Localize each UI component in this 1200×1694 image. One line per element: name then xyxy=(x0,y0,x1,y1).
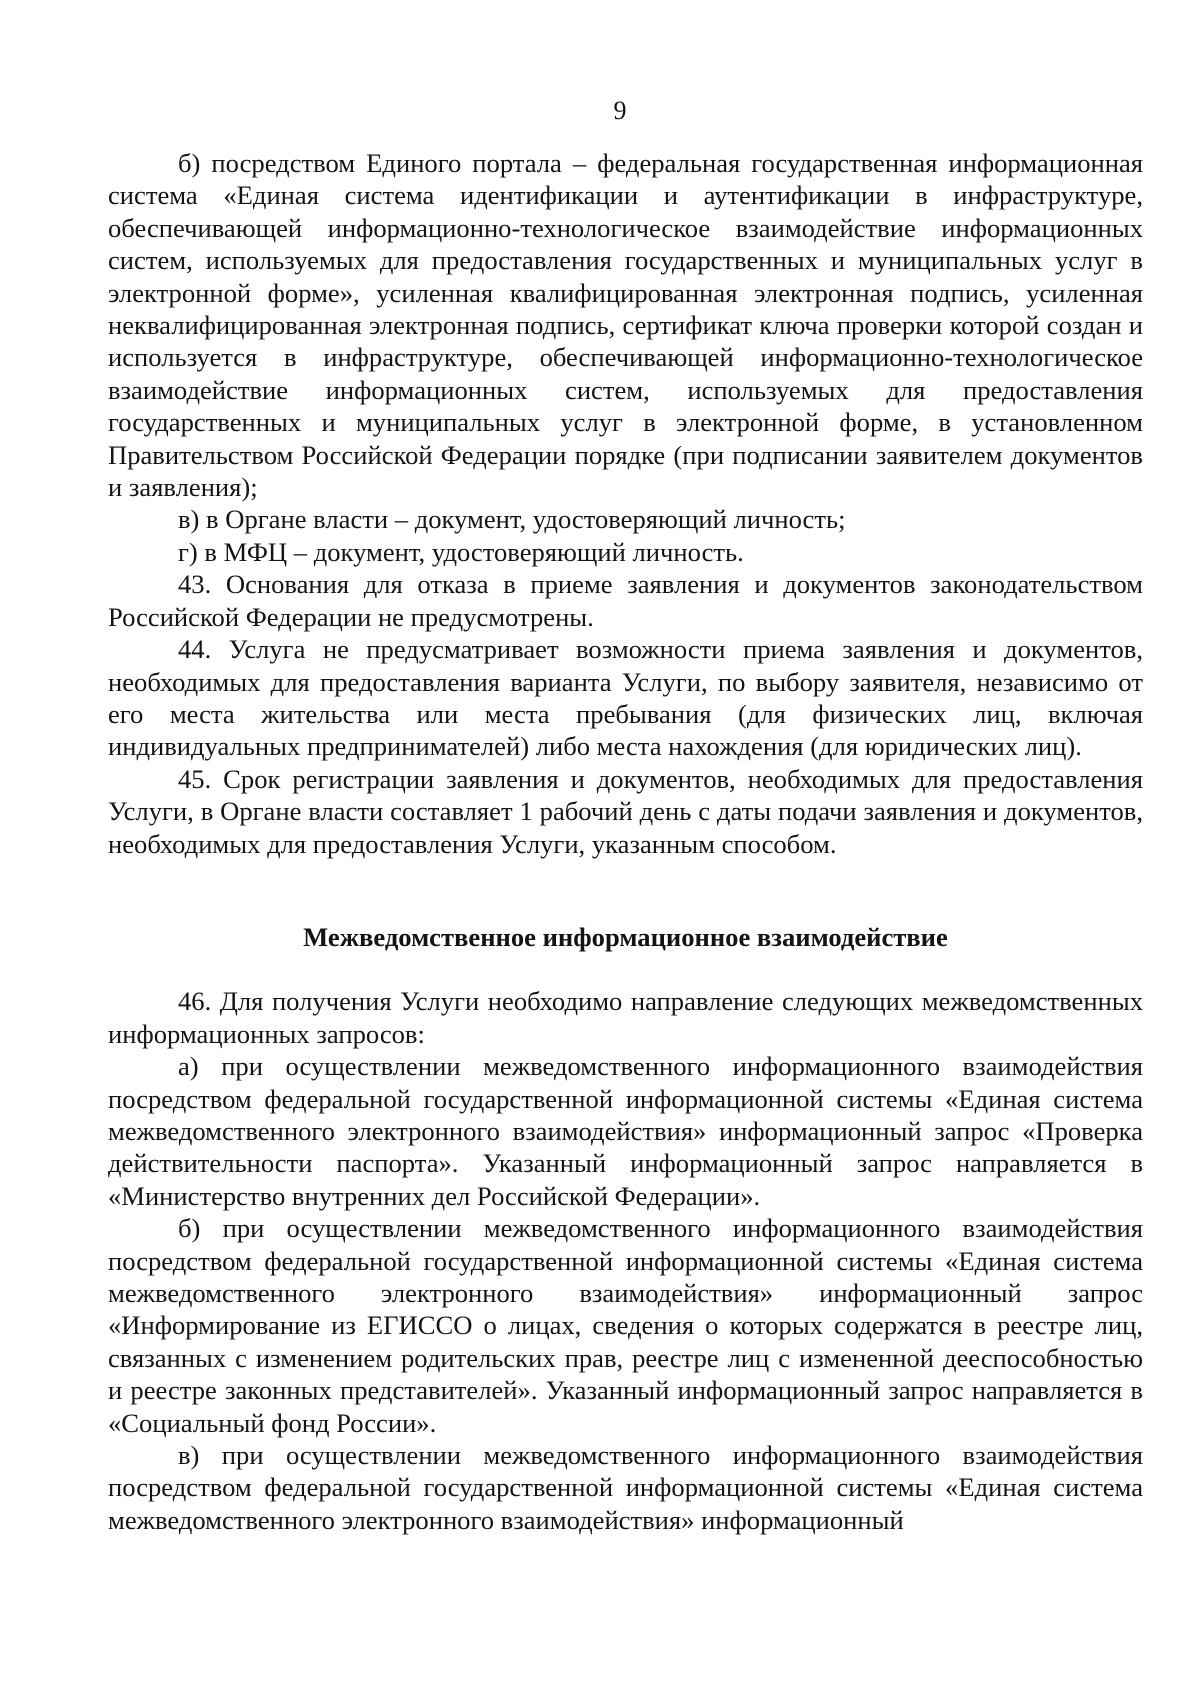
paragraph-g-mfc: г) в МФЦ – документ, удостоверяющий личность. xyxy=(178,536,744,567)
paragraph-46-v: в) при осуществлении межведомственного информационного взаимодействия посредством федеральной государственной информационной системы «Единая система межведомственного электронного взаимодействия» информационный xyxy=(108,1440,1143,1535)
document-body xyxy=(108,147,1143,1536)
paragraph-44: 44. Услуга не предусматривает возможности приема заявления и документов, необходимых для предоставления варианта Услуги, по выбору заявителя, независимо от его места жительства или места пребывания (для физических лиц, включая индивидуальных предпринимателей) либо места нахождения (для юридических лиц). xyxy=(108,634,1143,762)
paragraph-45: 45. Срок регистрации заявления и документов, необходимых для предоставления Услуги, в Органе власти составляет 1 рабочий день с даты подачи заявления и документов, необходимых для предоставления Услуги, указанным способом. xyxy=(108,763,1143,859)
section-heading: Межведомственное информационное взаимодействие xyxy=(303,921,948,952)
paragraph-43: 43. Основания для отказа в приеме заявления и документов законодательством Российской Федерации не предусмотрены. xyxy=(108,569,1143,632)
paragraph-46: 46. Для получения Услуги необходимо направление следующих межведомственных информационных запросов: xyxy=(108,986,1143,1049)
paragraph-v-authority: в) в Органе власти – документ, удостоверяющий личность; xyxy=(178,504,846,535)
paragraph-46-a: а) при осуществлении межведомственного информационного взаимодействия посредством федеральной государственной информационной системы «Единая система межведомственного электронного взаимодействия» информационный запрос «Проверка действительности паспорта». Указанный информационный запрос направляется в «Министерство внутренних дел Российской Федерации». xyxy=(108,1051,1143,1211)
paragraph-46-b: б) при осуществлении межведомственного информационного взаимодействия посредством федеральной государственной информационной системы «Единая система межведомственного электронного взаимодействия» информационный запрос «Информирование из ЕГИССО о лицах, сведения о которых содержатся в реестре лиц, связанных с изменением родительских прав, реестре лиц с измененной дееспособностью и реестре законных представителей». Указанный информационный запрос направляется в «Социальный фонд России». xyxy=(108,1213,1143,1438)
page-number: 9 xyxy=(613,96,627,125)
paragraph-b-signature: б) посредством Единого портала – федеральная государственная информационная система «Единая система идентификации и аутентификации в инфраструктуре, обеспечивающей информационно-технологическое взаимодействие информационных систем, используемых для предоставления государственных и муниципальных услуг в электронной форме», усиленная квалифицированная электронная подпись, усиленная неквалифицированная электронная подпись, сертификат ключа проверки которой создан и используется в инфраструктуре, обеспечивающей информационно-технологическое взаимодействие информационных систем, используемых для предоставления государственных и муниципальных услуг в электронной форме, в установленном Правительством Российской Федерации порядке (при подписании заявителем документов и заявления); xyxy=(108,148,1143,503)
